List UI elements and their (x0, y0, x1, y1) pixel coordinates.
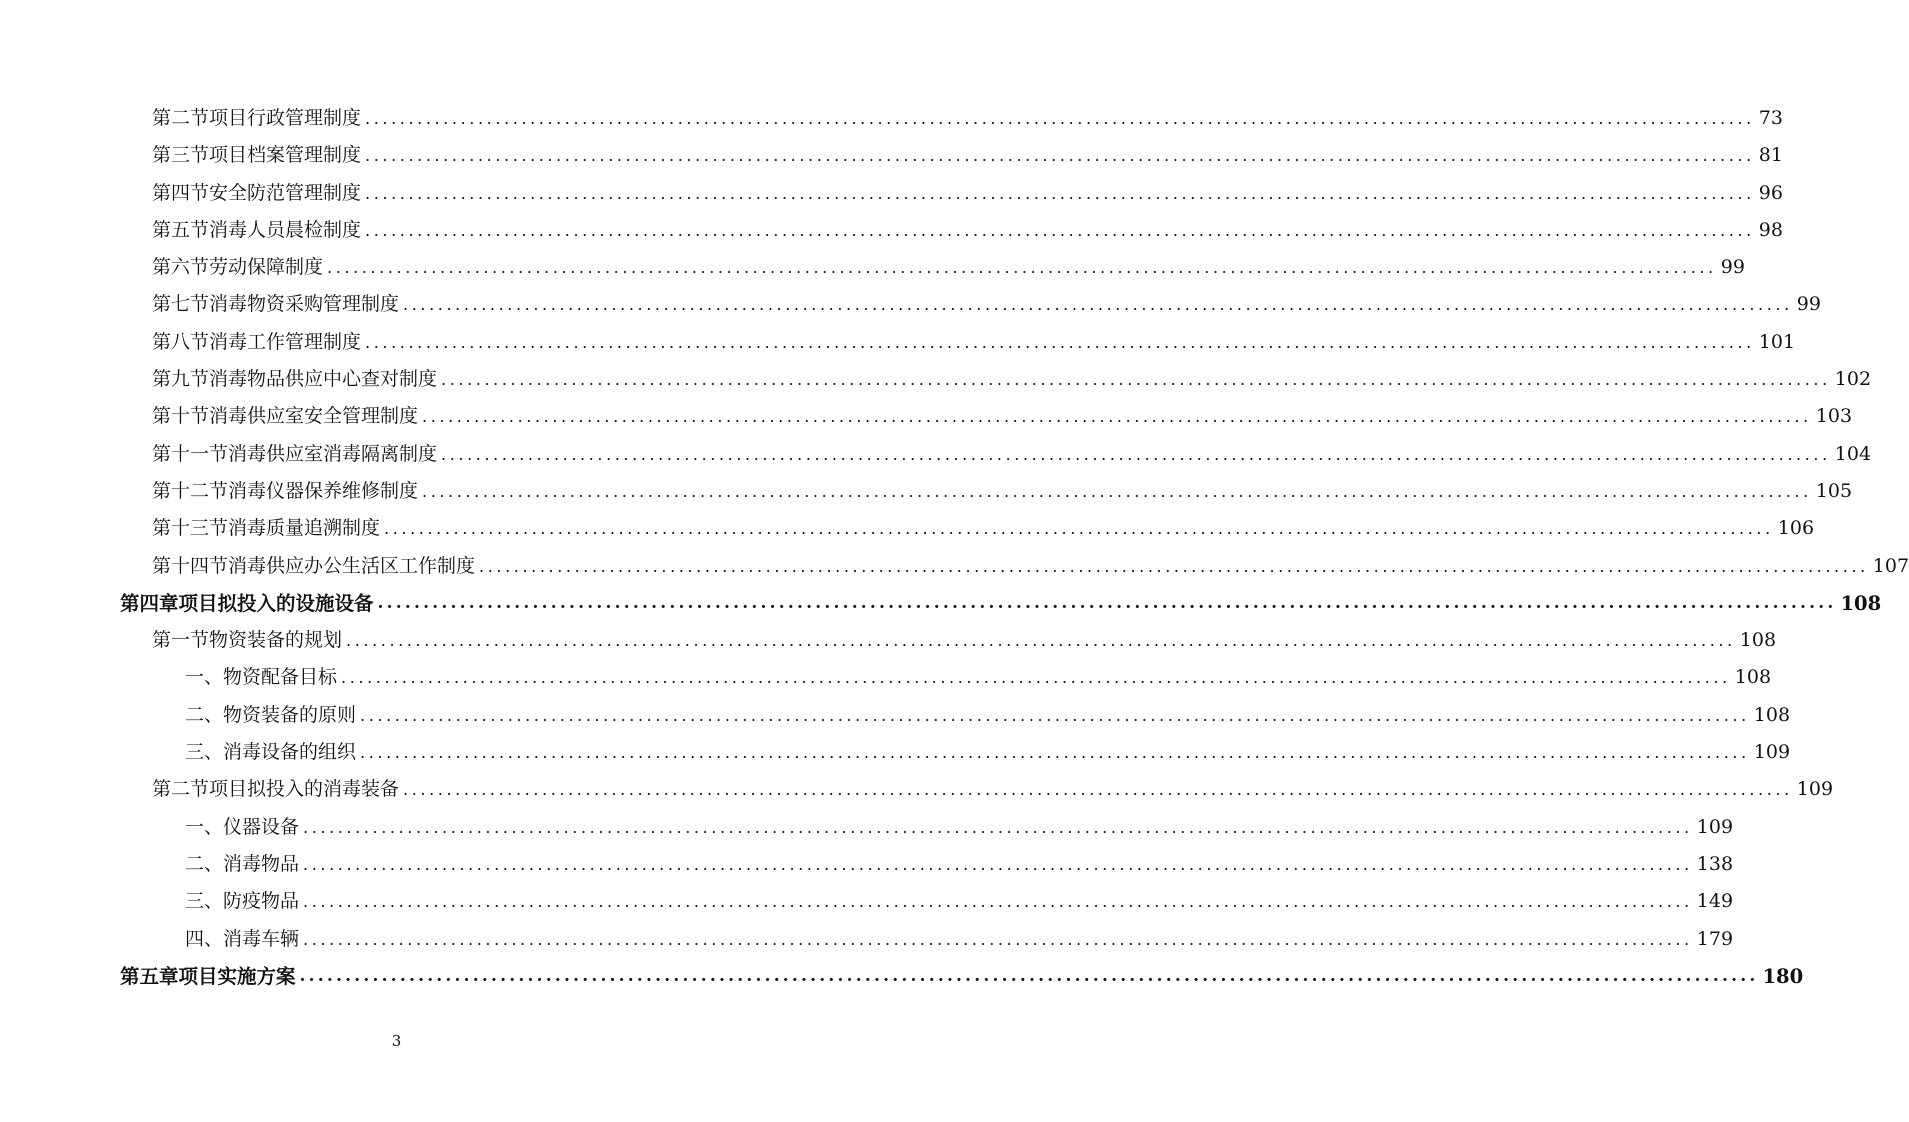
toc-entry-title: 项目行政管理制度 (209, 107, 362, 129)
toc-page-number: 73 (1758, 107, 1783, 129)
toc-dot-leader: ................................................................................................................................................................ (360, 743, 1750, 763)
toc-page-number: 96 (1758, 181, 1783, 204)
toc-dot-leader: ................................................................................................................................................................ (377, 592, 1837, 613)
toc-entry-number: 第五节 (152, 218, 210, 241)
toc-entry-number: 第六节 (152, 256, 210, 279)
toc-entry-number: 三、 (185, 890, 224, 913)
toc-section-entry[interactable] (0, 286, 1821, 323)
toc-page-number: 101 (1758, 330, 1796, 353)
toc-dot-leader: ................................................................................................................................................................ (479, 556, 1869, 576)
toc-entry-number: 第十三节 (152, 517, 229, 540)
toc-page-number: 102 (1834, 368, 1872, 391)
toc-subsection-entry[interactable] (0, 809, 1734, 846)
toc-chapter-entry[interactable] (0, 958, 1804, 995)
toc-entry-number: 第十四节 (152, 554, 229, 577)
toc-dot-leader: ................................................................................................................................................................ (403, 295, 1793, 315)
toc-entry-number: 第四章 (120, 591, 179, 615)
toc-section-entry[interactable] (0, 212, 1783, 249)
toc-dot-leader: ................................................................................................................................................................ (441, 444, 1831, 464)
toc-section-entry[interactable] (0, 324, 1796, 361)
toc-subsection-entry[interactable] (0, 921, 1734, 958)
toc-entry-number: 第三节 (152, 144, 210, 167)
toc-page-number: 138 (1696, 852, 1734, 875)
toc-page-number: 149 (1696, 890, 1734, 913)
toc-subsection-entry[interactable] (0, 846, 1734, 883)
toc-page-number: 106 (1777, 517, 1815, 540)
toc-entry-number: 四、 (185, 927, 224, 950)
toc-section-entry[interactable] (0, 137, 1783, 174)
toc-entry-title: 项目拟投入的设施设备 (178, 591, 374, 615)
toc-section-entry[interactable] (0, 361, 1872, 398)
toc-section-entry[interactable] (0, 398, 1853, 435)
toc-entry-title: 项目拟投入的消毒装备 (209, 778, 400, 801)
toc-page-number: 107 (1872, 554, 1909, 577)
toc-section-entry[interactable] (0, 510, 1815, 547)
toc-dot-leader: ................................................................................................................................................................ (365, 332, 1755, 352)
toc-dot-leader: ................................................................................................................................................................ (422, 481, 1812, 501)
toc-entry-number: 第十一节 (152, 442, 229, 465)
toc-entry-title: 消毒质量追溯制度 (228, 517, 381, 540)
toc-section-entry[interactable] (0, 473, 1853, 510)
toc-dot-leader: ................................................................................................................................................................ (441, 370, 1831, 390)
toc-entry-number: 第七节 (152, 293, 210, 316)
toc-entry-number: 第二节 (152, 778, 210, 801)
toc-entry-title: 仪器设备 (223, 815, 300, 838)
toc-entry-title: 消毒物品供应中心查对制度 (209, 368, 438, 391)
toc-entry-title: 防疫物品 (223, 890, 300, 913)
toc-entry-title: 安全防范管理制度 (209, 181, 362, 204)
toc-entry-title: 消毒物资采购管理制度 (209, 293, 400, 316)
toc-dot-leader: ................................................................................................................................................................ (365, 146, 1755, 166)
toc-section-entry[interactable] (0, 249, 1745, 286)
toc-dot-leader: ................................................................................................................................................................ (303, 929, 1693, 949)
toc-entry-title: 消毒仪器保养维修制度 (228, 479, 419, 502)
toc-section-entry[interactable] (0, 548, 1909, 585)
toc-entry-title: 消毒供应室消毒隔离制度 (228, 442, 438, 465)
toc-entry-title: 项目档案管理制度 (209, 144, 362, 167)
toc-dot-leader: ................................................................................................................................................................ (346, 631, 1736, 651)
toc-entry-number: 第一节 (152, 629, 210, 652)
toc-dot-leader: ................................................................................................................................................................ (422, 407, 1812, 427)
toc-entry-title: 消毒车辆 (223, 927, 300, 950)
toc-subsection-entry[interactable] (0, 697, 1791, 734)
toc-dot-leader: ................................................................................................................................................................ (327, 258, 1717, 278)
toc-entry-number: 第十二节 (152, 479, 229, 502)
toc-entry-number: 第九节 (152, 368, 210, 391)
toc-page-number: 108 (1739, 629, 1777, 652)
toc-subsection-entry[interactable] (0, 883, 1734, 920)
toc-entry-number: 第四节 (152, 181, 210, 204)
toc-page-number: 109 (1796, 778, 1834, 801)
toc-entry-number: 三、 (185, 741, 224, 764)
toc-entry-title: 劳动保障制度 (209, 256, 324, 279)
toc-entry-number: 一、 (185, 815, 224, 838)
toc-section-entry[interactable] (0, 175, 1783, 212)
toc-dot-leader: ................................................................................................................................................................ (360, 705, 1750, 725)
toc-section-entry[interactable] (0, 622, 1777, 659)
toc-page-number: 103 (1815, 405, 1853, 428)
toc-entry-title: 消毒人员晨检制度 (209, 218, 362, 241)
toc-page-number: 180 (1762, 964, 1804, 988)
toc-entry-number: 一、 (185, 666, 224, 689)
toc-page-number: 81 (1758, 144, 1783, 167)
toc-page-number: 99 (1796, 293, 1821, 316)
toc-entry-title: 项目实施方案 (178, 964, 296, 988)
toc-dot-leader: ................................................................................................................................................................ (365, 220, 1755, 240)
toc-page-number: 108 (1734, 666, 1772, 689)
toc-entry-title: 物资装备的原则 (223, 703, 357, 726)
toc-dot-leader: ................................................................................................................................................................ (299, 965, 1759, 986)
table-of-contents (0, 100, 1909, 995)
toc-page-number: 104 (1834, 442, 1872, 465)
toc-page-number: 105 (1815, 479, 1853, 502)
toc-subsection-entry[interactable] (0, 659, 1772, 696)
toc-subsection-entry[interactable] (0, 734, 1791, 771)
toc-entry-title: 物资配备目标 (223, 666, 338, 689)
toc-entry-number: 第八节 (152, 330, 210, 353)
toc-dot-leader: ................................................................................................................................................................ (303, 817, 1693, 837)
toc-page-number: 98 (1758, 218, 1783, 241)
toc-dot-leader: ................................................................................................................................................................ (365, 109, 1755, 128)
toc-entry-title: 消毒物品 (223, 852, 300, 875)
toc-dot-leader: ................................................................................................................................................................ (303, 854, 1693, 874)
toc-section-entry[interactable] (0, 100, 1783, 137)
toc-entry-number: 第十节 (152, 405, 210, 428)
page-number-footer: 3 (391, 1032, 402, 1050)
toc-page-number: 108 (1753, 703, 1791, 726)
toc-entry-title: 物资装备的规划 (209, 629, 343, 652)
toc-entry-title: 消毒设备的组织 (223, 741, 357, 764)
toc-page-number: 179 (1696, 927, 1734, 950)
toc-entry-number: 二、 (185, 703, 224, 726)
toc-entry-title: 消毒供应办公生活区工作制度 (228, 554, 476, 577)
toc-page-number: 108 (1840, 591, 1882, 615)
toc-section-entry[interactable] (0, 436, 1872, 473)
toc-page-number: 99 (1720, 256, 1745, 279)
toc-entry-number: 二、 (185, 852, 224, 875)
toc-entry-title: 消毒工作管理制度 (209, 330, 362, 353)
toc-dot-leader: ................................................................................................................................................................ (384, 519, 1774, 539)
toc-section-entry[interactable] (0, 771, 1834, 808)
toc-dot-leader: ................................................................................................................................................................ (403, 780, 1793, 800)
toc-entry-number: 第五章 (120, 964, 179, 988)
toc-entry-number: 第二节 (152, 107, 210, 129)
toc-dot-leader: ................................................................................................................................................................ (303, 892, 1693, 912)
toc-dot-leader: ................................................................................................................................................................ (341, 668, 1731, 688)
toc-entry-title: 消毒供应室安全管理制度 (209, 405, 419, 428)
toc-page-number: 109 (1696, 815, 1734, 838)
toc-page-number: 109 (1753, 741, 1791, 764)
toc-chapter-entry[interactable] (0, 585, 1882, 622)
toc-dot-leader: ................................................................................................................................................................ (365, 183, 1755, 203)
